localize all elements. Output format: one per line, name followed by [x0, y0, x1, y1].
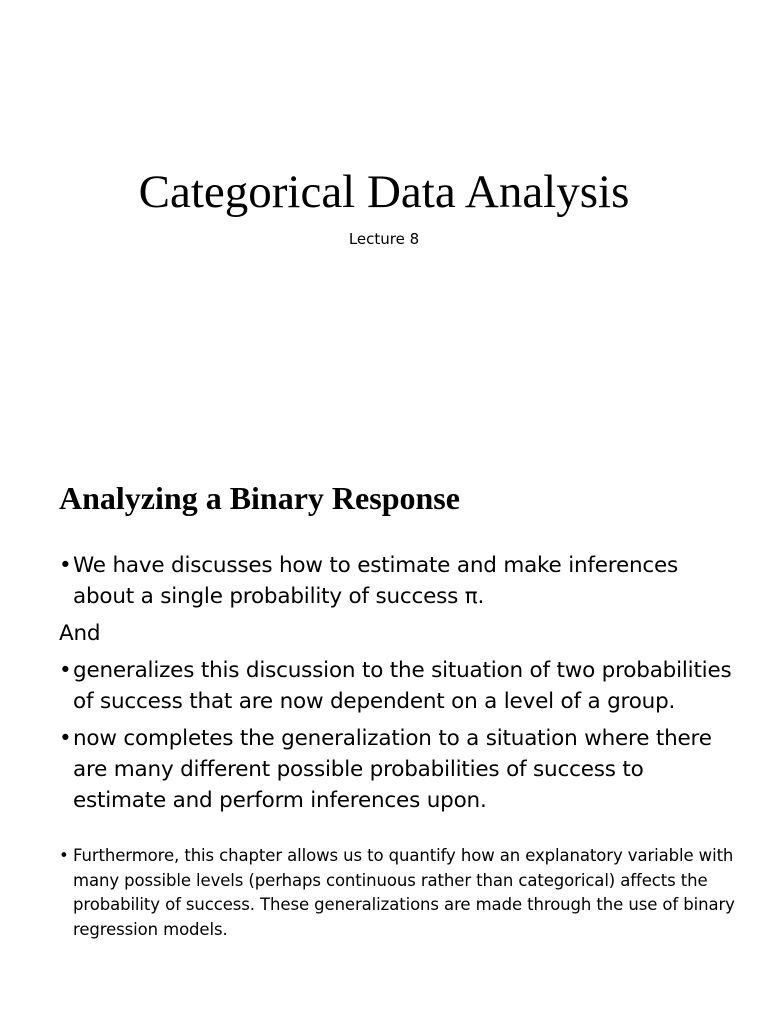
slide-subtitle: Lecture 8 [348, 230, 420, 248]
bullet-item-3 [59, 723, 739, 816]
content-slide [0, 432, 768, 1024]
bullet-marker: • [59, 846, 69, 865]
slide-title: Categorical Data Analysis [138, 166, 630, 218]
bullet-text-2: generalizes this discussion to the situation of two probabilities of success that are now dependent on a level of a group. [73, 658, 732, 714]
title-slide [0, 0, 768, 432]
bullet-item-2 [59, 655, 739, 717]
bullet-text-1: We have discusses how to estimate and make inferences about a single probability of success π. [73, 553, 679, 609]
bullet-item-4 [59, 844, 739, 942]
slide-heading: Analyzing a Binary Response [59, 480, 460, 516]
bullet-marker: • [59, 726, 72, 751]
bullet-text-3: now completes the generalization to a situation where there are many different possible probabilities of success to estimate and perform inferences upon. [73, 726, 712, 813]
slide-body [59, 550, 739, 948]
connector-text: And [59, 621, 101, 646]
bullet-marker: • [59, 658, 72, 683]
bullet-item-1 [59, 550, 739, 612]
bullet-text-4: Furthermore, this chapter allows us to quantify how an explanatory variable with many possible levels (perhaps continuous rather than categorical) affects the probability of success. These generalizations are made through the use of binary regression models. [73, 846, 735, 939]
bullet-marker: • [59, 553, 72, 578]
